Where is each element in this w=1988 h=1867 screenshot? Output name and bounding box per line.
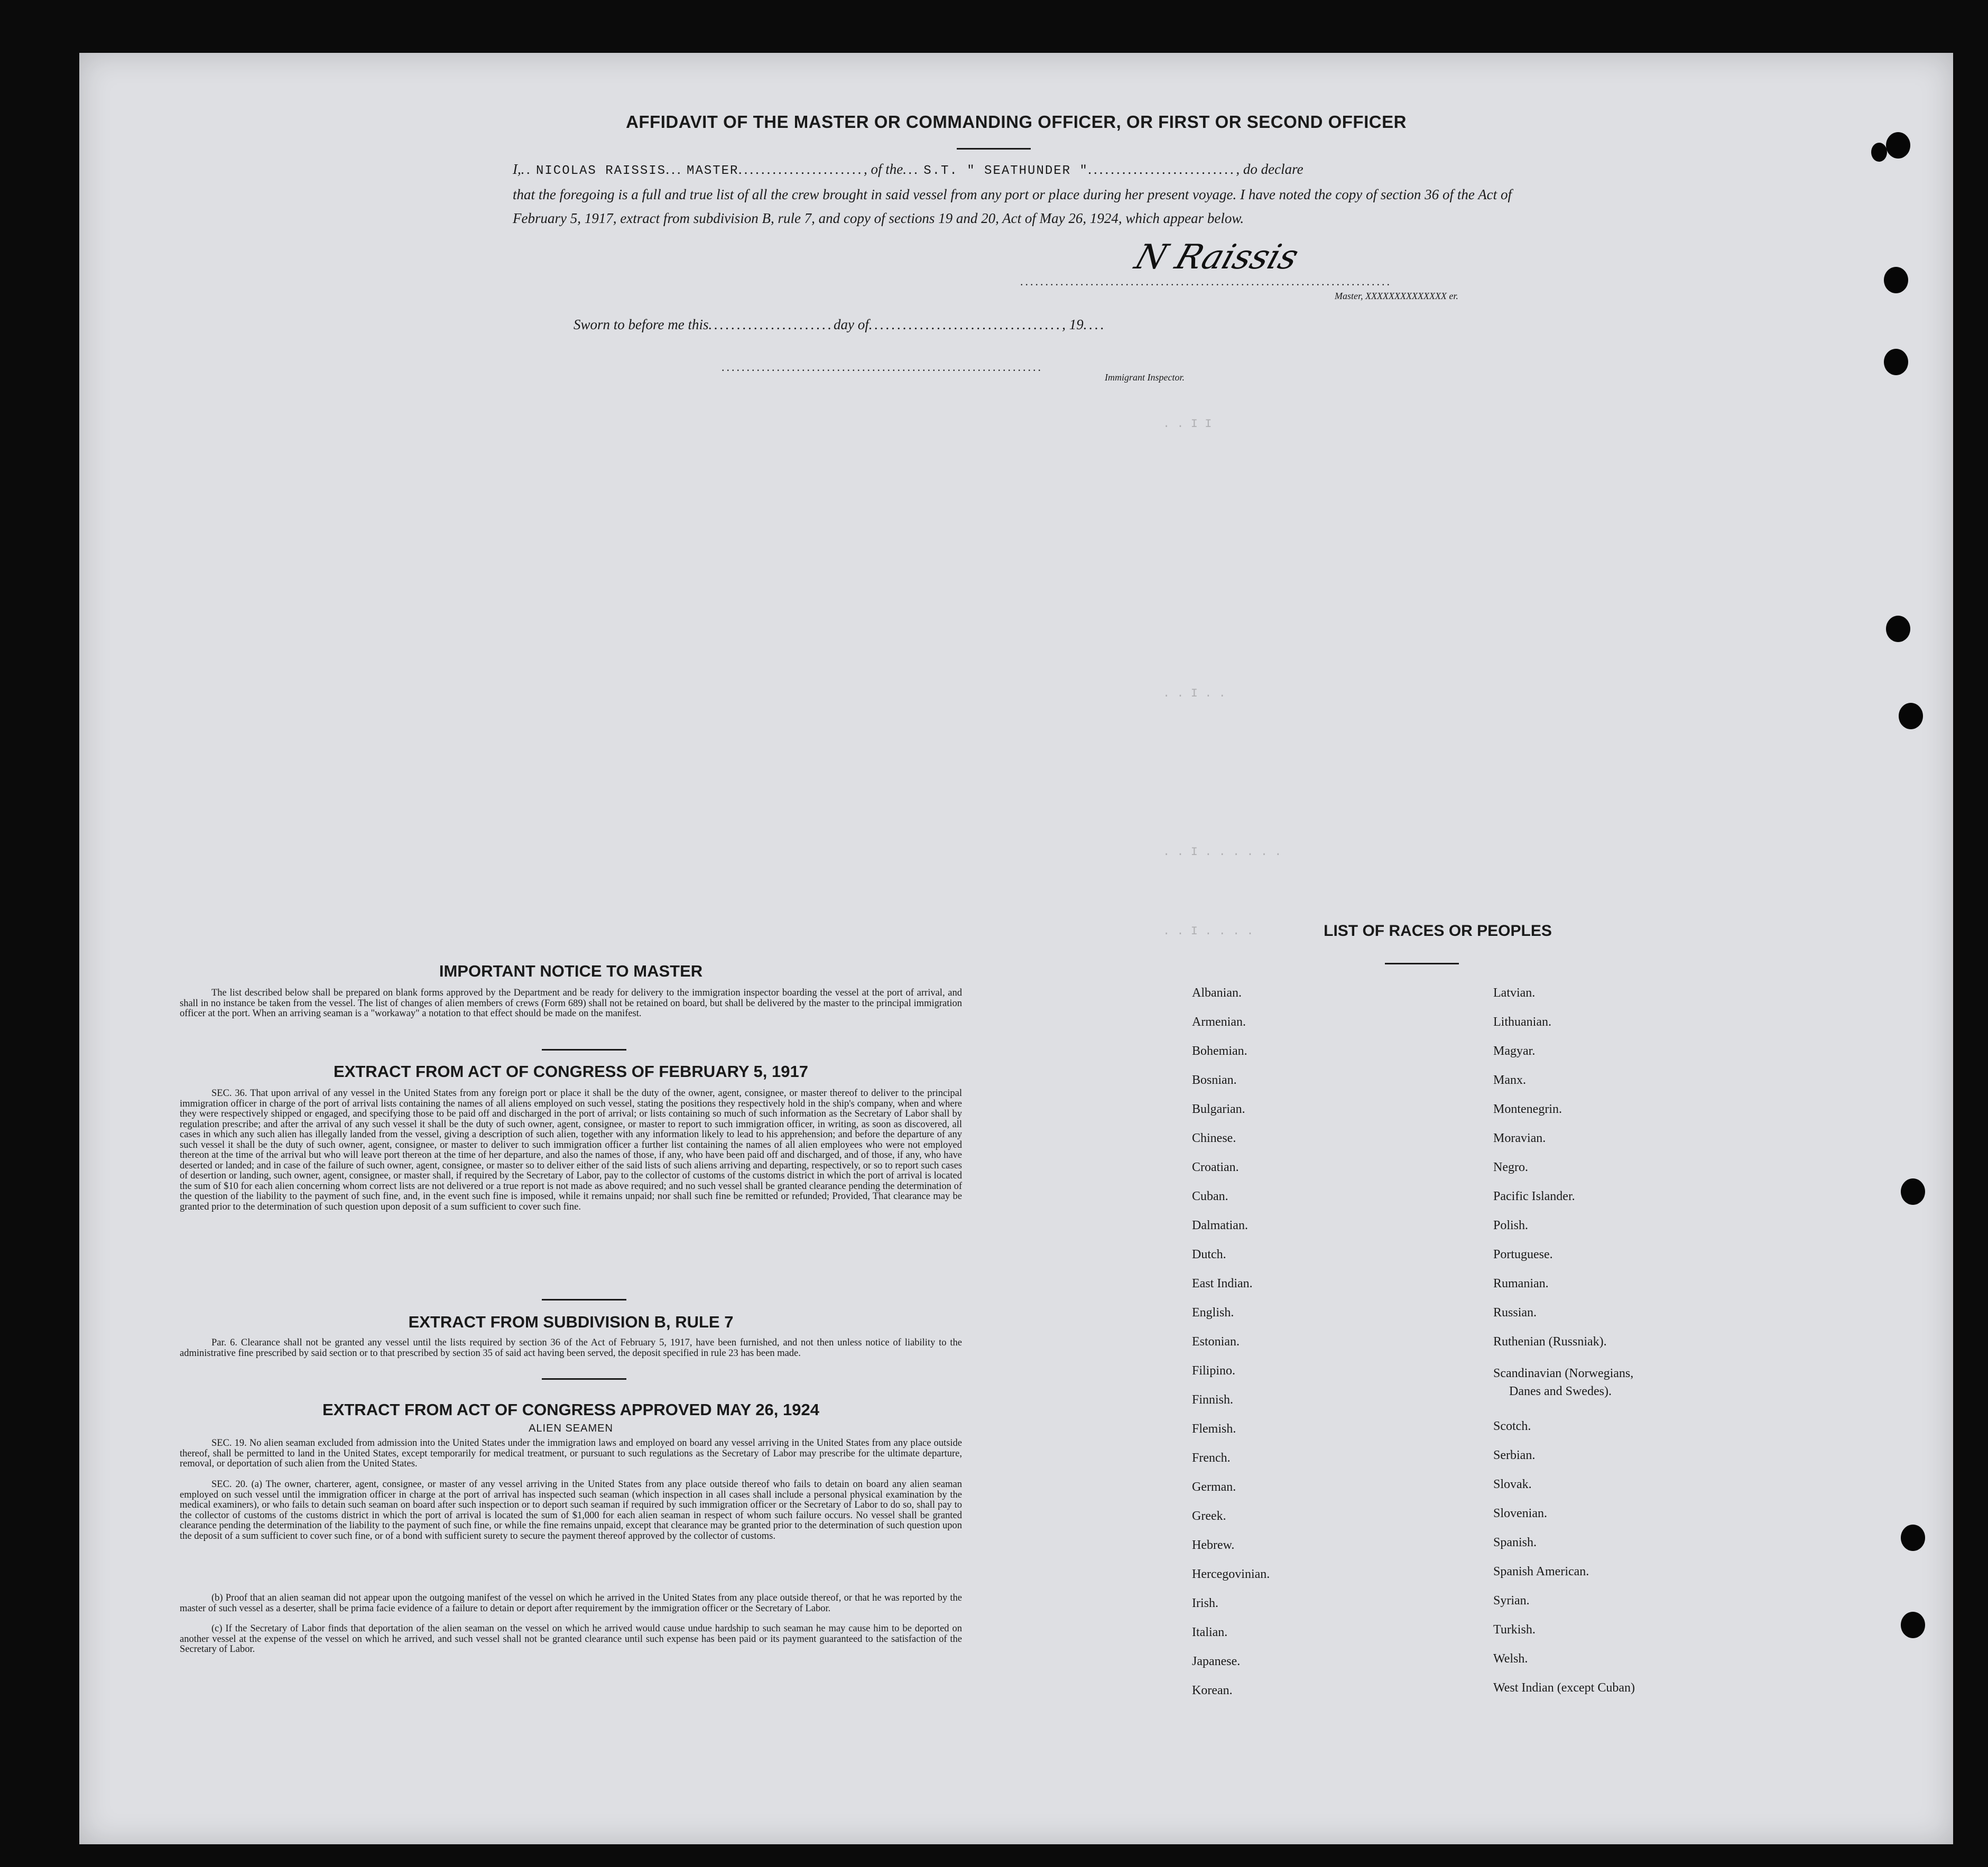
race-item: French. xyxy=(1192,1451,1231,1465)
punch-hole xyxy=(1901,1525,1925,1551)
notice-title: IMPORTANT NOTICE TO MASTER xyxy=(439,962,703,980)
inspector-dotted-line: ................................................................ xyxy=(722,360,1043,374)
race-item: Magyar. xyxy=(1493,1044,1536,1058)
race-item: Finnish. xyxy=(1192,1393,1234,1407)
punch-hole xyxy=(1899,703,1923,729)
line-prefix: I, xyxy=(513,161,521,177)
race-item: Syrian. xyxy=(1493,1594,1530,1608)
race-item: Scotch. xyxy=(1493,1419,1531,1433)
race-item: Filipino. xyxy=(1192,1364,1236,1378)
punch-hole xyxy=(1871,143,1887,162)
act-1924-subtitle: ALIEN SEAMEN xyxy=(529,1423,613,1434)
race-item: Spanish. xyxy=(1493,1536,1537,1549)
do-declare-label: , do declare xyxy=(1236,161,1303,177)
race-item: Latvian. xyxy=(1493,986,1536,1000)
race-item: Slovenian. xyxy=(1493,1507,1547,1520)
bleed-through-marks: . . I . . . . . . xyxy=(1163,846,1282,859)
race-item: Korean. xyxy=(1192,1684,1233,1697)
race-item: Montenegrin. xyxy=(1493,1102,1562,1116)
sworn-day-label: day of xyxy=(834,317,869,332)
section-divider xyxy=(542,1378,626,1380)
race-item: English. xyxy=(1192,1306,1234,1320)
race-item: Hercegovinian. xyxy=(1192,1567,1270,1581)
affidavit-line-1: I,.. NICOLAS RAISSIS... MASTER......................, of the... S.T. " SEATHUNDER ".........................., do declare xyxy=(513,161,1303,178)
notice-text: The list described below shall be prepared on blank forms approved by the Department and be ready for delivery to the immigration inspector boarding the vessel at the port of arrival, and shall in no instance be taken from the vessel. The list of changes of alien members of crews (Form 689) shall not be retained on board, but shall be delivered by the master to the principal immigration officer at the port. When an arriving seaman is a "workaway" a notation to that effect should be made on the manifest. xyxy=(180,988,962,1019)
race-item: Polish. xyxy=(1493,1219,1529,1232)
act-1924-sec20c: (c) If the Secretary of Labor finds that deportation of the alien seaman on the vessel on which he arrived would cause undue hardship to such seaman he may cause him to be deported on another vessel at the expense of the vessel on which he arrived, and such vessel shall not be granted clearance until such expense has been paid or its payment guaranteed to the satisfaction of the Secretary of Labor. xyxy=(180,1623,962,1655)
rule-7-title: EXTRACT FROM SUBDIVISION B, RULE 7 xyxy=(408,1313,734,1331)
race-item: Negro. xyxy=(1493,1160,1528,1174)
title-underline xyxy=(957,148,1031,150)
act-1917-text: SEC. 36. That upon arrival of any vessel in the United States from any foreign port or place it shall be the duty of the owner, agent, consignee, or master thereof to deliver to the principal immigration officer in charge of the port of arrival lists containing the names of all aliens employed on such vessel, stating the positions they respectively hold in the ship's company, when and where they were respectively shipped or engaged, and specifying those to be paid off and discharged in the port of arrival; or lists containing so much of such information as the Secretary of Labor shall by regulation prescribe; and after the arrival of any such vessel it shall be the duty of such owner, agent, consignee, or master to report to such immigration officer, in writing, as soon as discovered, all cases in which any such alien has illegally landed from the vessel, giving a description of such alien, together with any information likely to lead to his apprehension; and before the departure of any such vessel it shall be the duty of such owner, agent, consignee, or master to deliver to such immigration officer a further list containing the names of all alien employees who were not employed thereon at the time of the arrival but who will leave port thereon at the time of her departure, and also the names of those, if any, who have been paid off and discharged, and of those, if any, who have deserted or landed; and in case of the failure of such owner, agent, consignee, or master so to deliver either of the said lists of such aliens arriving and departing, respectively, or so to report such cases of desertion or landing, such owner, agent, consignee, or master shall, if required by the Secretary of Labor, pay to the collector of customs of the customs district in which the port of arrival is located the sum of $10 for each alien concerning whom correct lists are not delivered or a true report is not made as above required; and no such vessel shall be granted clearance pending the determination of the question of the liability to the payment of such fine, and, in the event such fine is imposed, while it remains unpaid; nor shall such fine be remitted or refunded; Provided, That clearance may be granted prior to the determination of such question upon deposit of a sum sufficient to cover such fine. xyxy=(180,1088,962,1212)
sworn-line: Sworn to before me this......................day of.................................., 19.... xyxy=(574,317,1106,332)
race-item: Welsh. xyxy=(1493,1652,1528,1666)
race-item: Italian. xyxy=(1192,1626,1228,1639)
races-title: LIST OF RACES OR PEOPLES xyxy=(1324,922,1552,940)
race-item: Turkish. xyxy=(1493,1623,1536,1637)
signature-caption: Master, XXXXXXXXXXXXXX er. xyxy=(1335,291,1458,301)
race-item: Ruthenian (Russniak). xyxy=(1493,1335,1607,1349)
race-item: Armenian. xyxy=(1192,1015,1246,1029)
sworn-prefix: Sworn to before me this xyxy=(574,317,709,332)
race-item: West Indian (except Cuban) xyxy=(1493,1681,1635,1695)
affidavit-body xyxy=(513,157,1512,230)
act-1924-sec20a: SEC. 20. (a) The owner, charterer, agent, consignee, or master of any vessel arriving in the United States from any place outside thereof who fails to detain on board any alien seaman employed on such vessel until the immigration officer in charge at the port of arrival has inspected such seaman (which inspection in all cases shall include a personal physical examination by the medical examiners), or who fails to detain such seaman on board after such inspection or to deport such seaman if required by such immigration officer or the Secretary of Labor to do so, shall pay to the collector of customs of the customs district in which the port of arrival is located the sum of $1,000 for each alien seaman in respect of whom such failure occurs. No vessel shall be granted clearance pending the determination of the liability to the payment of such fine, or while the fine remains unpaid, except that clearance may be granted prior to the determination of such question upon the deposit of a sum sufficient to cover such fine, or of a bond with sufficient surety to secure the payment thereof approved by the collector of customs. xyxy=(180,1479,962,1541)
master-name: NICOLAS RAISSIS xyxy=(536,164,667,178)
inspector-caption: Immigrant Inspector. xyxy=(1105,372,1185,383)
race-item: Lithuanian. xyxy=(1493,1015,1551,1029)
vessel-name: S.T. " SEATHUNDER " xyxy=(923,164,1088,178)
punch-hole xyxy=(1886,132,1910,159)
race-item: Slovak. xyxy=(1493,1478,1532,1491)
bleed-through-marks: . . I . . . . xyxy=(1163,925,1254,938)
race-item: Bosnian. xyxy=(1192,1073,1237,1087)
race-item: Croatian. xyxy=(1192,1160,1239,1174)
race-item: Bulgarian. xyxy=(1192,1102,1245,1116)
signature-dotted-line: .......................................................................... xyxy=(1020,275,1392,288)
race-item: Bohemian. xyxy=(1192,1044,1247,1058)
rule-7-text: Par. 6. Clearance shall not be granted any vessel until the lists required by section 36 of the Act of February 5, 1917, have been furnished, and not then unless notice of liability to the administrative fine prescribed by said section or to that prescribed by section 35 of said act having been served, the deposit specified in rule 23 has been made. xyxy=(180,1337,962,1359)
bleed-through-marks: . . I I xyxy=(1163,417,1212,431)
race-item: Dutch. xyxy=(1192,1248,1226,1261)
race-item: Moravian. xyxy=(1493,1131,1546,1145)
race-item: Rumanian. xyxy=(1493,1277,1549,1290)
race-item: Russian. xyxy=(1493,1306,1537,1320)
race-item: Portuguese. xyxy=(1493,1248,1553,1261)
act-1924-sec20b: (b) Proof that an alien seaman did not appear upon the outgoing manifest of the vessel on which he arrived in the United States from any place outside thereof, or that he was reported by the master of such vessel as a deserter, shall be prima facie evidence of a failure to detain or deport after requirement by the immigration officer or the Secretary of Labor. xyxy=(180,1593,962,1614)
affidavit-title: AFFIDAVIT OF THE MASTER OR COMMANDING OFFICER, OR FIRST OR SECOND OFFICER xyxy=(626,112,1407,132)
race-item: Japanese. xyxy=(1192,1655,1241,1668)
race-item: Spanish American. xyxy=(1493,1565,1589,1578)
race-item: East Indian. xyxy=(1192,1277,1253,1290)
race-item: Pacific Islander. xyxy=(1493,1190,1575,1203)
race-item: Danes and Swedes). xyxy=(1509,1385,1612,1398)
race-item: Albanian. xyxy=(1192,986,1242,1000)
of-the-label: , of the xyxy=(863,161,903,177)
race-item: Flemish. xyxy=(1192,1422,1236,1436)
act-1917-title: EXTRACT FROM ACT OF CONGRESS OF FEBRUARY 5, 1917 xyxy=(334,1062,808,1081)
race-item: Serbian. xyxy=(1493,1448,1536,1462)
act-1924-sec19: SEC. 19. No alien seaman excluded from admission into the United States under the immigration laws and employed on board any vessel arriving in the United States from any place outside thereof, shall be permitted to land in the United States, except temporarily for medical treatment, or pursuant to such regulations as the Secretary of Labor may prescribe for the ultimate departure, removal, or deportation of such alien from the United States. xyxy=(180,1438,962,1469)
race-item: Irish. xyxy=(1192,1596,1218,1610)
race-item: Estonian. xyxy=(1192,1335,1240,1349)
race-item: Dalmatian. xyxy=(1192,1219,1248,1232)
race-item: Greek. xyxy=(1192,1509,1226,1523)
punch-hole xyxy=(1901,1178,1925,1205)
race-item: Chinese. xyxy=(1192,1131,1236,1145)
notice-column xyxy=(180,962,962,1712)
master-signature: N Raissis xyxy=(1130,238,1303,277)
act-1924-title: EXTRACT FROM ACT OF CONGRESS APPROVED MAY 26, 1924 xyxy=(322,1400,819,1419)
race-item: German. xyxy=(1192,1480,1236,1494)
race-item: Hebrew. xyxy=(1192,1538,1235,1552)
section-divider xyxy=(542,1049,626,1051)
punch-hole xyxy=(1884,267,1908,293)
race-item: Cuban. xyxy=(1192,1190,1228,1203)
punch-hole xyxy=(1901,1612,1925,1638)
master-position: MASTER xyxy=(687,164,739,178)
race-item: Manx. xyxy=(1493,1073,1526,1087)
punch-hole xyxy=(1886,616,1910,642)
affidavit-text: that the foregoing is a full and true list of all the crew brought in said vessel from any port or place during her present voyage. I have noted the copy of section 36 of the Act of February 5, 1917, extract from subdivision B, rule 7, and copy of sections 19 and 20, Act of May 26, 1924, which appear below. xyxy=(513,187,1512,226)
sworn-year-label: , 19 xyxy=(1062,317,1084,332)
bleed-through-marks: . . I . . xyxy=(1163,687,1226,700)
races-title-underline xyxy=(1385,963,1459,964)
punch-hole xyxy=(1884,349,1908,375)
section-divider xyxy=(542,1299,626,1301)
race-item: Scandinavian (Norwegians, xyxy=(1493,1367,1634,1380)
